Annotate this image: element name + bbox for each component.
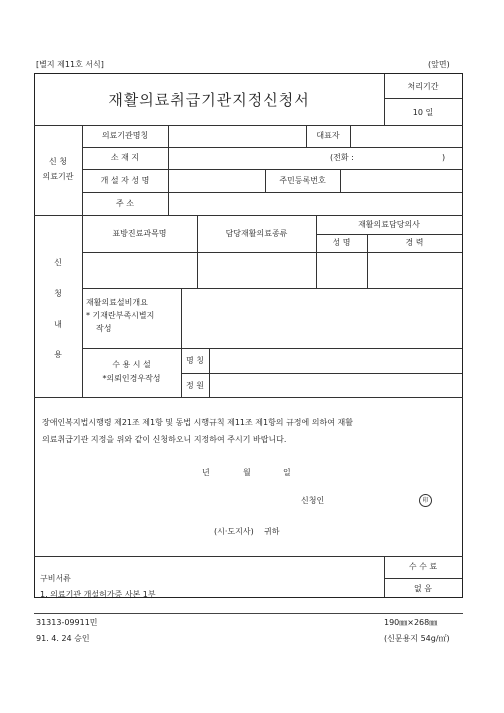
footer-line (34, 613, 463, 614)
contract-name-field[interactable] (210, 349, 461, 372)
date-day: 일 (283, 468, 291, 477)
doctor-label: 재활의료담당의사 (358, 220, 420, 229)
location-field[interactable] (169, 148, 329, 168)
doctor-career-field[interactable] (368, 253, 461, 287)
paper-size: 190㎜×268㎜ (384, 618, 438, 627)
paper-type: (신문용지 54g/㎡) (384, 634, 450, 643)
fee-row-line (384, 578, 462, 579)
facility-overview-field[interactable] (182, 289, 461, 347)
date-month: 월 (243, 468, 251, 477)
doctor-career-label: 경 력 (405, 238, 424, 247)
founder-name-field[interactable] (169, 170, 264, 191)
address-label: 주 소 (116, 199, 134, 208)
documents-item-1: 1. 의료기관 개설허가증 사본 1부 (40, 590, 156, 599)
page-side: (앞면) (428, 60, 450, 69)
recipient: (시·도지사) (214, 527, 254, 536)
representative-field[interactable] (351, 126, 461, 146)
form-title: 재활의료취급기관지정신청서 (108, 91, 310, 109)
processing-period-label: 처리기간 (407, 82, 439, 91)
declaration-line-2: 의료취급기관 지정을 위와 같이 신청하오니 지정하여 주시기 바랍니다. (42, 435, 287, 444)
phone-close: ) (442, 153, 446, 162)
facility-overview-note: * 기재란부족시별지 (86, 311, 155, 320)
applicant-group-label: 신 청 (49, 157, 67, 166)
resident-number-field[interactable] (341, 170, 461, 191)
applicant-signature-label: 신청인 (301, 496, 325, 505)
specialty-label: 표방진료과목명 (112, 229, 167, 238)
institution-name-field[interactable] (169, 126, 305, 146)
documents-title: 구비서류 (40, 574, 71, 583)
specialty-field[interactable] (83, 253, 196, 287)
recipient-suffix: 귀하 (264, 527, 280, 536)
processing-period-value: 10 일 (412, 108, 434, 117)
contract-capacity-label: 정 원 (186, 381, 204, 390)
doctor-name-field[interactable] (317, 253, 366, 287)
contract-capacity-field[interactable] (210, 374, 461, 396)
fee-value: 없 음 (414, 584, 432, 593)
rehab-type-label: 담당재활의료종류 (225, 229, 288, 238)
doctor-name-label: 성 명 (332, 238, 351, 247)
processing-divider (384, 98, 462, 99)
form-code: 31313-09911민 (36, 618, 98, 627)
date-year: 년 (202, 468, 210, 477)
facility-overview-note-2: 작성 (96, 324, 112, 333)
resident-number-label: 주민등록번호 (279, 176, 326, 185)
rehab-type-field[interactable] (198, 253, 315, 287)
founder-name-label: 개 설 자 성 명 (100, 176, 150, 185)
details-group-char-3: 내 (54, 320, 62, 329)
details-group-char-2: 청 (54, 289, 62, 298)
applicant-group-label-2: 의료기관 (42, 172, 74, 181)
details-group-char-4: 용 (54, 350, 62, 359)
section-line-details (34, 215, 463, 216)
phone-field[interactable] (372, 148, 440, 168)
contract-name-label: 명 칭 (186, 356, 204, 365)
fee-label: 수 수 료 (408, 562, 438, 571)
facility-overview-label: 재활의료설비개요 (86, 298, 148, 307)
section-line-documents (34, 556, 463, 557)
declaration-line-1: 장애인복지법시행령 제21조 제1항 및 동법 시행규칙 제11조 제1항의 규정에 의하여 재활 (42, 418, 353, 427)
institution-name-label: 의료기관명칭 (101, 131, 149, 140)
row-line (316, 234, 462, 235)
address-field[interactable] (169, 193, 461, 214)
section-line-declaration (34, 397, 463, 398)
phone-label: (전화 : (330, 153, 354, 162)
details-group-char-1: 신 (54, 258, 62, 267)
location-label: 소 재 지 (110, 153, 140, 162)
contract-facility-note: *의뢰인경우작성 (102, 374, 161, 383)
contract-facility-label: 수 용 시 설 (112, 360, 151, 369)
form-number: [별지 제11호 서식] (36, 60, 104, 69)
seal-icon: 印 (419, 494, 432, 507)
representative-label: 대표자 (316, 131, 340, 140)
approval-date: 91. 4. 24 승인 (36, 634, 90, 643)
